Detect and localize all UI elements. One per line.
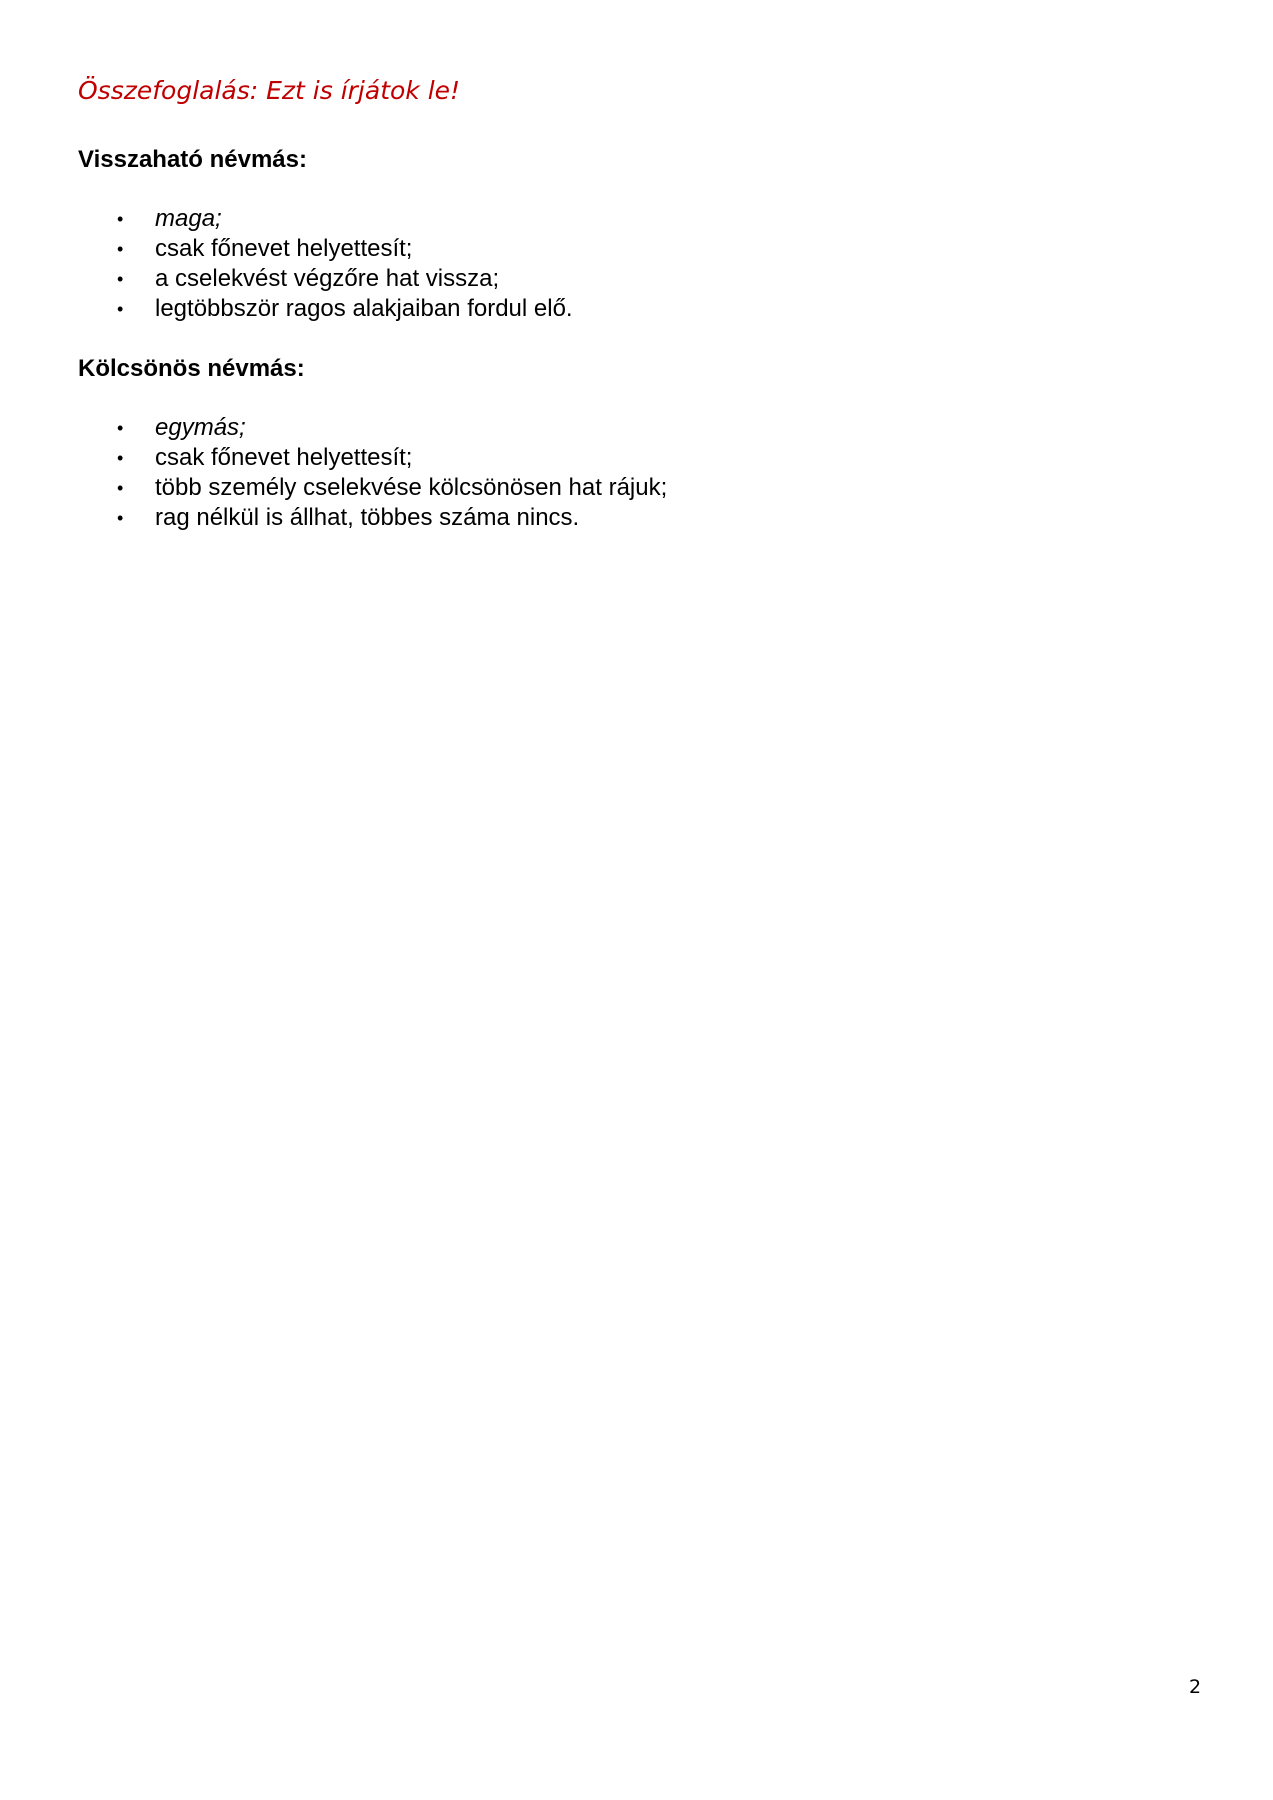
bullet-icon: • (117, 418, 124, 438)
page-title: Összefoglalás: Ezt is írjátok le! (78, 76, 461, 105)
list-item-text: rag nélkül is állhat, többes száma nincs. (155, 504, 580, 531)
list-item-text: csak főnevet helyettesít; (155, 235, 413, 262)
page-number: 2 (1189, 1676, 1202, 1698)
bullet-icon: • (117, 508, 124, 528)
bullet-icon: • (117, 239, 124, 259)
section-heading-kolcsonos: Kölcsönös névmás: (78, 355, 305, 382)
list-item-text: egymás; (155, 414, 246, 441)
list-item-text: csak főnevet helyettesít; (155, 444, 413, 471)
section-heading-visszahato: Visszaható névmás: (78, 146, 307, 173)
list-item-text: több személy cselekvése kölcsönösen hat rájuk; (155, 474, 668, 501)
bullet-icon: • (117, 209, 124, 229)
list-item-text: legtöbbször ragos alakjaiban fordul elő. (155, 295, 573, 322)
bullet-icon: • (117, 299, 124, 319)
bullet-icon: • (117, 478, 124, 498)
list-item-text: a cselekvést végzőre hat vissza; (155, 265, 500, 292)
bullet-icon: • (117, 269, 124, 289)
list-item-text: maga; (155, 205, 222, 232)
bullet-icon: • (117, 448, 124, 468)
